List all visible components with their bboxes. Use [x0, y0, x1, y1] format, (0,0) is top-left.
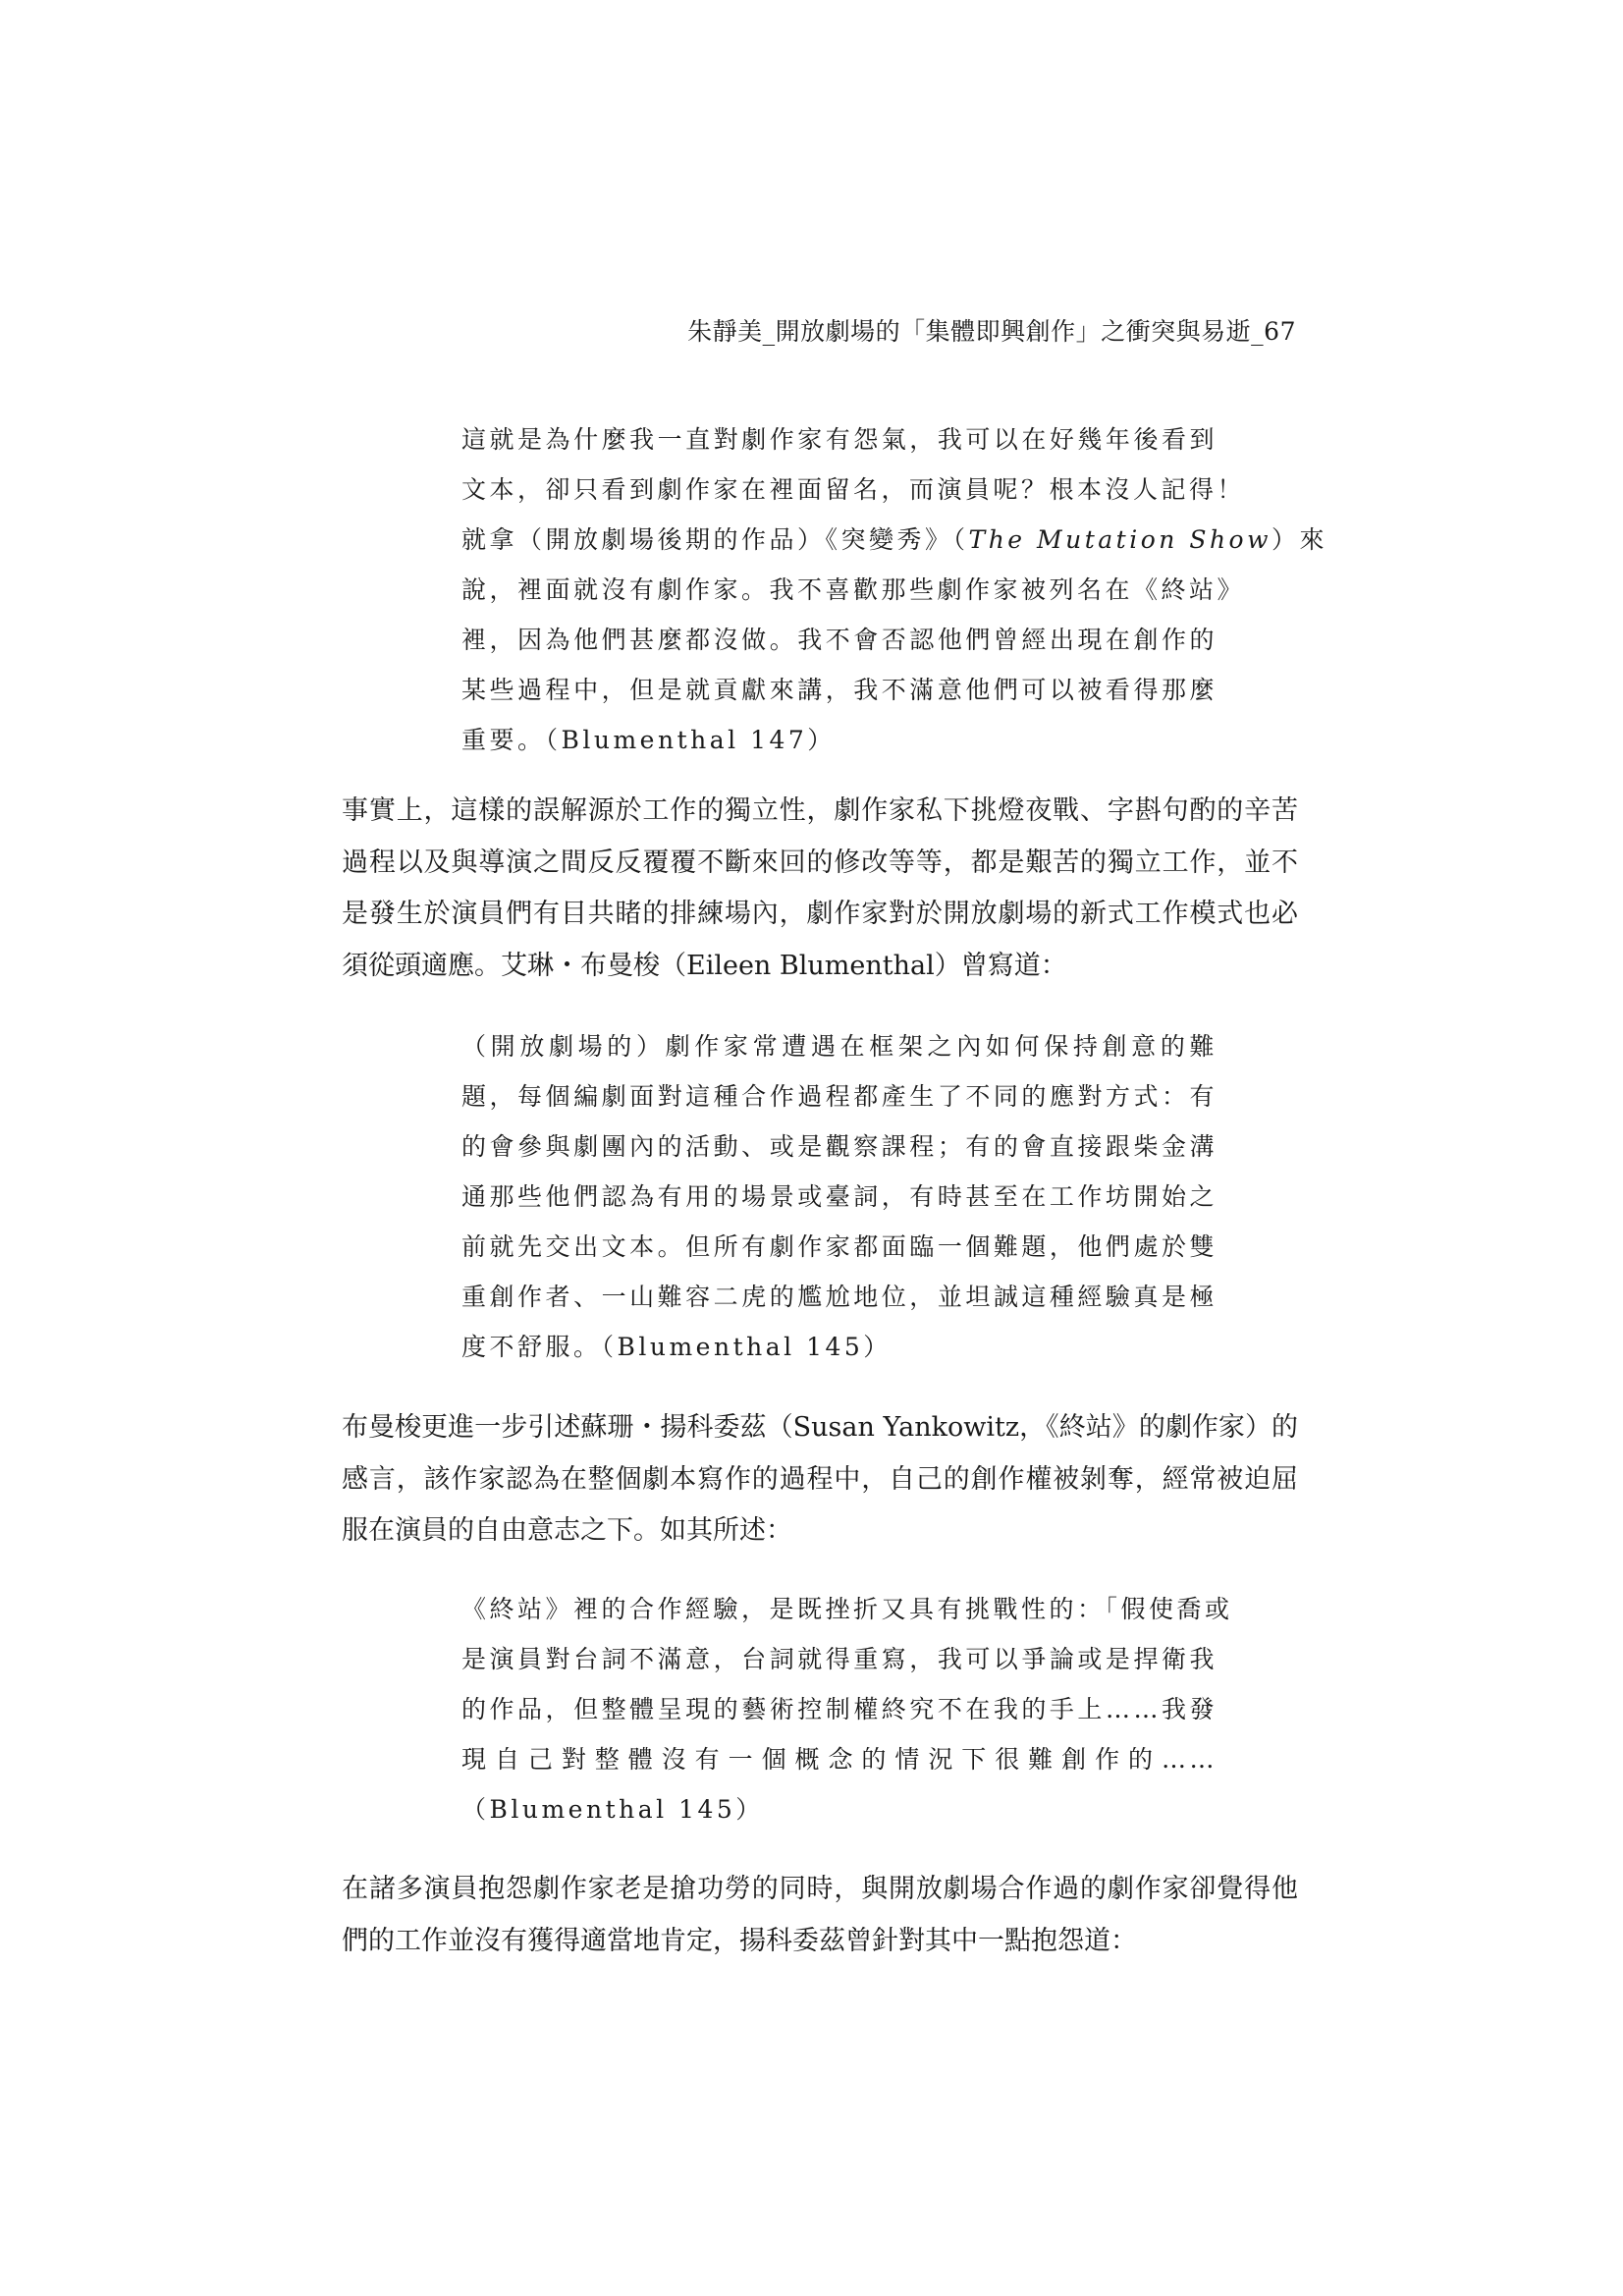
- paragraph-line: 須從頭適應。艾琳・布曼梭（Eileen Blumenthal）曾寫道：: [342, 950, 1067, 981]
- quote-line: 現自己對整體沒有一個概念的情況下很難創作的……: [461, 1745, 1217, 1774]
- paragraph-line: 感言，該作家認為在整個劇本寫作的過程中，自己的創作權被剝奪，經常被迫屈: [342, 1463, 1298, 1495]
- work-title: The Mutation Show: [968, 525, 1272, 554]
- quote-line: （開放劇場的）劇作家常遭遇在框架之內如何保持創意的難: [461, 1032, 1217, 1061]
- quote-line: 是演員對台詞不滿意，台詞就得重寫，我可以爭論或是捍衛我: [461, 1645, 1217, 1673]
- block-quote-1: [461, 414, 1328, 765]
- block-quote-2: [461, 1021, 1217, 1372]
- paragraph-line: 服在演員的自由意志之下。如其所述：: [342, 1515, 792, 1546]
- paragraph-line: 在諸多演員抱怨劇作家老是搶功勞的同時，與開放劇場合作過的劇作家卻覺得他: [342, 1874, 1298, 1904]
- quote-line: 題，每個編劇面對這種合作過程都產生了不同的應對方式：有: [461, 1082, 1217, 1111]
- quote-line: （Blumenthal 145）: [461, 1795, 764, 1824]
- quote-line: 說，裡面就沒有劇作家。我不喜歡那些劇作家被列名在《終站》: [461, 575, 1246, 604]
- quote-line: 通那些他們認為有用的場景或臺詞，有時甚至在工作坊開始之: [461, 1182, 1217, 1211]
- paragraph-line: 布曼梭更進一步引述蘇珊・揚科委茲（Susan Yankowitz，《終站》的劇作家）的: [342, 1412, 1298, 1443]
- paragraph-line: 事實上，這樣的誤解源於工作的獨立性，劇作家私下挑燈夜戰、字斟句酌的辛苦: [342, 795, 1298, 826]
- paragraph-line: 們的工作並沒有獲得適當地肯定，揚科委茲曾針對其中一點抱怨道：: [342, 1925, 1137, 1956]
- quote-line: 前就先交出文本。但所有劇作家都面臨一個難題，他們處於雙: [461, 1232, 1217, 1261]
- quote-line: 重創作者、一山難容二虎的尷尬地位，並坦誠這種經驗真是極: [461, 1283, 1217, 1311]
- quote-line: [461, 515, 1328, 565]
- quote-text: 就拿（開放劇場後期的作品）《突變秀》（: [461, 525, 969, 554]
- running-header: 朱靜美_開放劇場的「集體即興創作」之衝突與易逝_67: [687, 317, 1296, 346]
- quote-text: ）來: [1271, 525, 1328, 554]
- quote-line: 度不舒服。（Blumenthal 145）: [461, 1333, 892, 1361]
- block-quote-3: [461, 1584, 1233, 1834]
- quote-line: 裡，因為他們甚麼都沒做。我不會否認他們曾經出現在創作的: [461, 626, 1217, 654]
- quote-line: 這就是為什麼我一直對劇作家有怨氣，我可以在好幾年後看到: [461, 425, 1217, 454]
- quote-line: 的會參與劇團內的活動、或是觀察課程；有的會直接跟柴金溝: [461, 1132, 1217, 1161]
- body-paragraph-1: [342, 786, 1298, 992]
- quote-line: 《終站》裡的合作經驗，是既挫折又具有挑戰性的：「假使喬或: [461, 1595, 1233, 1623]
- body-paragraph-3: [342, 1864, 1298, 1967]
- quote-line: 文本，卻只看到劇作家在裡面留名，而演員呢？根本沒人記得！: [461, 475, 1246, 504]
- paragraph-line: 過程以及與導演之間反反覆覆不斷來回的修改等等，都是艱苦的獨立工作，並不: [342, 847, 1298, 878]
- quote-line: 某些過程中，但是就貢獻來講，我不滿意他們可以被看得那麼: [461, 676, 1217, 704]
- body-paragraph-2: [342, 1402, 1298, 1558]
- paragraph-line: 是發生於演員們有目共睹的排練場內，劇作家對於開放劇場的新式工作模式也必: [342, 899, 1298, 929]
- quote-line: 的作品，但整體呈現的藝術控制權終究不在我的手上……我發: [461, 1695, 1217, 1723]
- quote-line: 重要。（Blumenthal 147）: [461, 726, 836, 754]
